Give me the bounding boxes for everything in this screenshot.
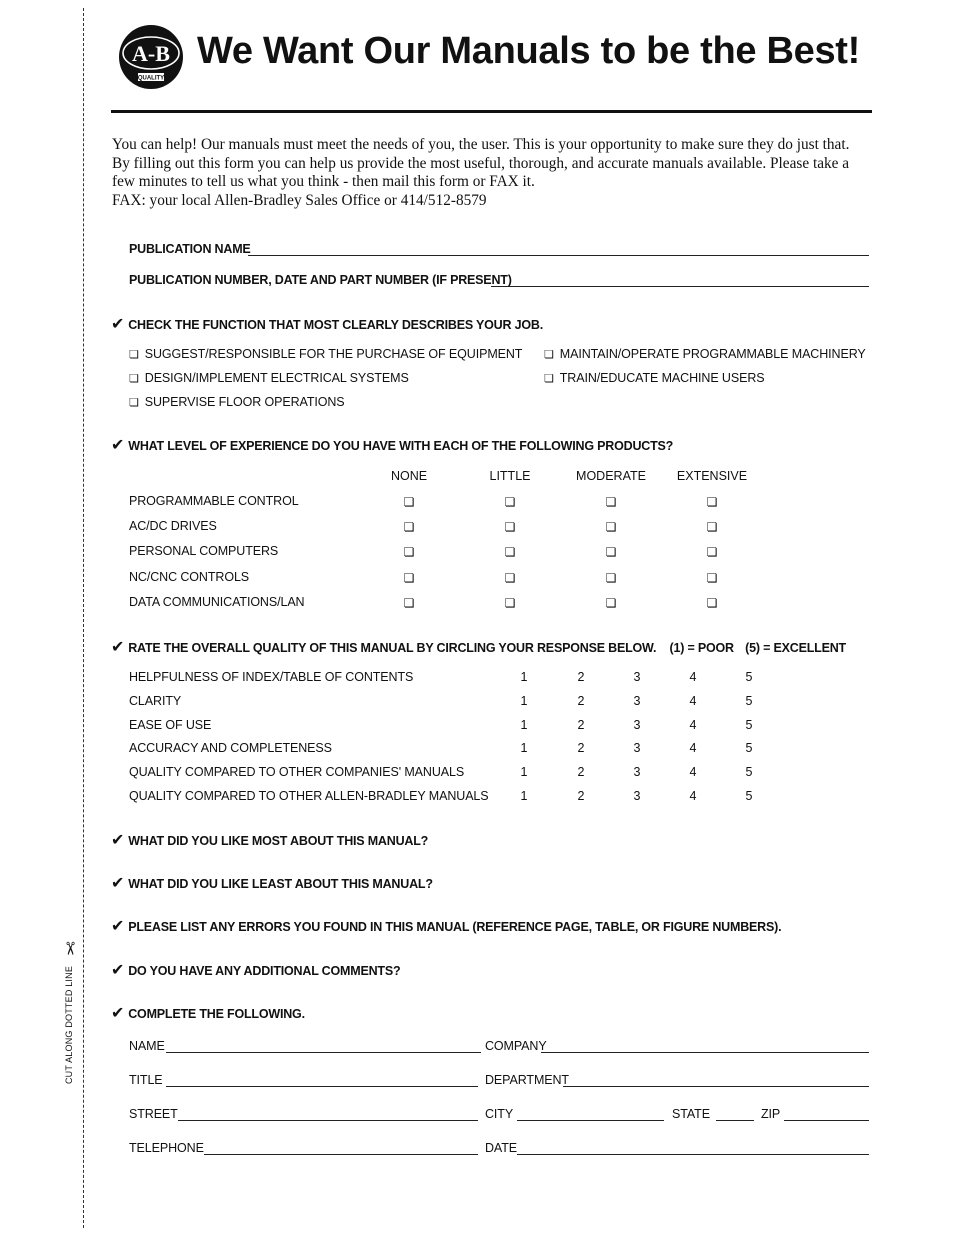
state-field[interactable]	[716, 1120, 754, 1121]
rating-value-3[interactable]: 3	[633, 670, 641, 684]
title-field[interactable]	[166, 1086, 478, 1087]
street-field[interactable]	[178, 1120, 478, 1121]
experience-checkbox-icon[interactable]: ❏	[605, 570, 617, 585]
experience-checkbox-icon[interactable]: ❏	[504, 570, 516, 585]
department-field[interactable]	[563, 1086, 869, 1087]
rating-item-label: CLARITY	[129, 693, 182, 708]
svg-text:QUALITY: QUALITY	[137, 75, 165, 82]
rating-value-4[interactable]: 4	[689, 717, 697, 732]
rating-value-5[interactable]: 5	[745, 693, 753, 708]
level-none: NONE	[390, 469, 428, 483]
rating-value-5[interactable]: 5	[745, 670, 753, 684]
zip-field[interactable]	[784, 1120, 869, 1121]
option-maintain[interactable]: ❏ MAINTAIN/OPERATE PROGRAMMABLE MACHINERY	[544, 347, 866, 361]
check-mark-icon: ✔	[111, 918, 125, 935]
checkbox-icon[interactable]: ❏	[129, 349, 139, 361]
cut-label: CUT ALONG DOTTED LINE	[64, 965, 74, 1085]
question-comments: ✔ DO YOU HAVE ANY ADDITIONAL COMMENTS?	[111, 962, 401, 979]
experience-product-label: PERSONAL COMPUTERS	[129, 544, 279, 559]
rating-value-3[interactable]: 3	[633, 741, 641, 756]
publication-number-label: PUBLICATION NUMBER, DATE AND PART NUMBER (IF PRESENT)	[129, 273, 512, 287]
street-label: STREET	[129, 1107, 178, 1121]
allen-bradley-logo	[118, 24, 184, 90]
level-little: LITTLE	[489, 469, 531, 483]
rating-value-1[interactable]: 1	[520, 693, 528, 708]
scale-excellent: (5) = EXCELLENT	[745, 641, 846, 655]
experience-checkbox-icon[interactable]: ❏	[706, 495, 718, 509]
check-mark-icon: ✔	[111, 437, 125, 454]
title-rule	[111, 110, 872, 113]
city-label: CITY	[485, 1107, 514, 1121]
experience-checkbox-icon[interactable]: ❏	[605, 595, 617, 610]
date-label: DATE	[485, 1141, 518, 1155]
rating-item-label: HELPFULNESS OF INDEX/TABLE OF CONTENTS	[129, 670, 414, 684]
rating-value-2[interactable]: 2	[577, 717, 585, 732]
rating-value-3[interactable]: 3	[633, 717, 641, 732]
rating-value-4[interactable]: 4	[689, 765, 697, 780]
experience-checkbox-icon[interactable]: ❏	[403, 520, 415, 535]
experience-product-label: NC/CNC CONTROLS	[129, 569, 250, 584]
company-label: COMPANY	[485, 1039, 547, 1053]
rating-value-5[interactable]: 5	[745, 789, 753, 803]
experience-checkbox-icon[interactable]: ❏	[706, 595, 718, 610]
rating-value-2[interactable]: 2	[577, 670, 585, 684]
question-rating: ✔ RATE THE OVERALL QUALITY OF THIS MANUAL BY CIRCLING YOUR RESPONSE BELOW. (1) = POOR (5) = EXCELLENT	[111, 639, 846, 656]
intro-paragraph: You can help! Our manuals must meet the needs of you, the user. This is your opportunity to make sure they do just that. By filling out this form you can help us provide the most useful, thorough, and accurate manuals available. Please take a few minutes to tell us what you think - then mail this form or FAX it. FAX: your local Allen-Bradley Sales Office or 414/512-8579	[112, 136, 850, 209]
check-mark-icon: ✔	[111, 962, 125, 979]
checkbox-icon[interactable]: ❏	[129, 397, 139, 409]
cut-dotted-line	[83, 8, 84, 1228]
experience-checkbox-icon[interactable]: ❏	[605, 520, 617, 535]
rating-value-4[interactable]: 4	[689, 693, 697, 708]
experience-checkbox-icon[interactable]: ❏	[605, 495, 617, 509]
experience-checkbox-icon[interactable]: ❏	[706, 520, 718, 535]
question-errors: ✔ PLEASE LIST ANY ERRORS YOU FOUND IN THIS MANUAL (REFERENCE PAGE, TABLE, OR FIGURE NUMBERS).	[111, 918, 782, 935]
check-mark-icon: ✔	[111, 1005, 125, 1022]
rating-value-2[interactable]: 2	[577, 765, 585, 780]
publication-number-field[interactable]	[491, 286, 869, 287]
rating-value-4[interactable]: 4	[689, 741, 697, 756]
rating-value-4[interactable]: 4	[689, 789, 697, 803]
check-mark-icon: ✔	[111, 875, 125, 892]
question-experience: ✔ WHAT LEVEL OF EXPERIENCE DO YOU HAVE WITH EACH OF THE FOLLOWING PRODUCTS?	[111, 437, 674, 454]
experience-checkbox-icon[interactable]: ❏	[504, 520, 516, 535]
rating-value-3[interactable]: 3	[633, 789, 641, 803]
experience-product-label: DATA COMMUNICATIONS/LAN	[129, 594, 305, 609]
question-complete: ✔ COMPLETE THE FOLLOWING.	[111, 1005, 305, 1022]
experience-checkbox-icon[interactable]: ❏	[706, 570, 718, 585]
department-label: DEPARTMENT	[485, 1073, 569, 1087]
rating-item-label: QUALITY COMPARED TO OTHER ALLEN-BRADLEY MANUALS	[129, 789, 489, 803]
rating-item-label: ACCURACY AND COMPLETENESS	[129, 741, 332, 756]
rating-value-1[interactable]: 1	[520, 670, 528, 684]
question-like-most: ✔ WHAT DID YOU LIKE MOST ABOUT THIS MANUAL?	[111, 832, 429, 849]
title-label: TITLE	[129, 1073, 163, 1087]
rating-value-2[interactable]: 2	[577, 789, 585, 803]
rating-value-2[interactable]: 2	[577, 741, 585, 756]
checkbox-icon[interactable]: ❏	[544, 373, 554, 385]
experience-checkbox-icon[interactable]: ❏	[706, 545, 718, 560]
experience-checkbox-icon[interactable]: ❏	[504, 595, 516, 610]
date-field[interactable]	[517, 1154, 869, 1155]
scissors-icon: ✂	[60, 940, 81, 957]
state-label: STATE	[672, 1107, 710, 1121]
zip-label: ZIP	[761, 1107, 781, 1121]
rating-value-4[interactable]: 4	[689, 670, 697, 684]
rating-value-1[interactable]: 1	[520, 717, 528, 732]
rating-value-3[interactable]: 3	[633, 693, 641, 708]
name-label: NAME	[129, 1039, 165, 1053]
publication-name-field[interactable]	[248, 255, 869, 256]
experience-checkbox-icon[interactable]: ❏	[403, 545, 415, 560]
page-title: We Want Our Manuals to be the Best!	[197, 30, 860, 72]
level-extensive: EXTENSIVE	[676, 469, 748, 483]
option-train[interactable]: ❏ TRAIN/EDUCATE MACHINE USERS	[544, 371, 765, 385]
check-mark-icon: ✔	[111, 639, 125, 656]
question-like-least: ✔ WHAT DID YOU LIKE LEAST ABOUT THIS MANUAL?	[111, 875, 433, 892]
rating-value-1[interactable]: 1	[520, 741, 528, 756]
experience-product-label: PROGRAMMABLE CONTROL	[129, 494, 299, 508]
option-purchase[interactable]: ❏ SUGGEST/RESPONSIBLE FOR THE PURCHASE OF EQUIPMENT	[129, 347, 523, 361]
experience-checkbox-icon[interactable]: ❏	[403, 595, 415, 610]
option-design[interactable]: ❏ DESIGN/IMPLEMENT ELECTRICAL SYSTEMS	[129, 371, 409, 385]
rating-value-3[interactable]: 3	[633, 765, 641, 780]
level-moderate: MODERATE	[576, 469, 646, 483]
question-job-function: ✔ CHECK THE FUNCTION THAT MOST CLEARLY DESCRIBES YOUR JOB.	[111, 316, 543, 333]
experience-checkbox-icon[interactable]: ❏	[504, 545, 516, 560]
rating-value-5[interactable]: 5	[745, 741, 753, 756]
checkbox-icon[interactable]: ❏	[129, 373, 139, 385]
experience-checkbox-icon[interactable]: ❏	[605, 545, 617, 560]
city-field[interactable]	[517, 1120, 664, 1121]
rating-item-label: QUALITY COMPARED TO OTHER COMPANIES' MANUALS	[129, 765, 465, 780]
rating-value-2[interactable]: 2	[577, 693, 585, 708]
experience-checkbox-icon[interactable]: ❏	[403, 570, 415, 585]
scale-poor: (1) = POOR	[669, 641, 734, 655]
check-mark-icon: ✔	[111, 316, 125, 333]
rating-value-5[interactable]: 5	[745, 717, 753, 732]
company-field[interactable]	[541, 1052, 869, 1053]
experience-product-label: AC/DC DRIVES	[129, 519, 217, 534]
telephone-field[interactable]	[204, 1154, 478, 1155]
rating-value-1[interactable]: 1	[520, 789, 528, 803]
checkbox-icon[interactable]: ❏	[544, 349, 554, 361]
name-field[interactable]	[166, 1052, 481, 1053]
rating-value-1[interactable]: 1	[520, 765, 528, 780]
publication-name-label: PUBLICATION NAME	[129, 242, 251, 256]
svg-text:A-B: A-B	[132, 41, 170, 66]
experience-checkbox-icon[interactable]: ❏	[403, 495, 415, 509]
rating-item-label: EASE OF USE	[129, 717, 212, 732]
option-supervise[interactable]: ❏ SUPERVISE FLOOR OPERATIONS	[129, 395, 345, 409]
check-mark-icon: ✔	[111, 832, 125, 849]
rating-value-5[interactable]: 5	[745, 765, 753, 780]
telephone-label: TELEPHONE	[129, 1141, 204, 1155]
experience-checkbox-icon[interactable]: ❏	[504, 495, 516, 509]
